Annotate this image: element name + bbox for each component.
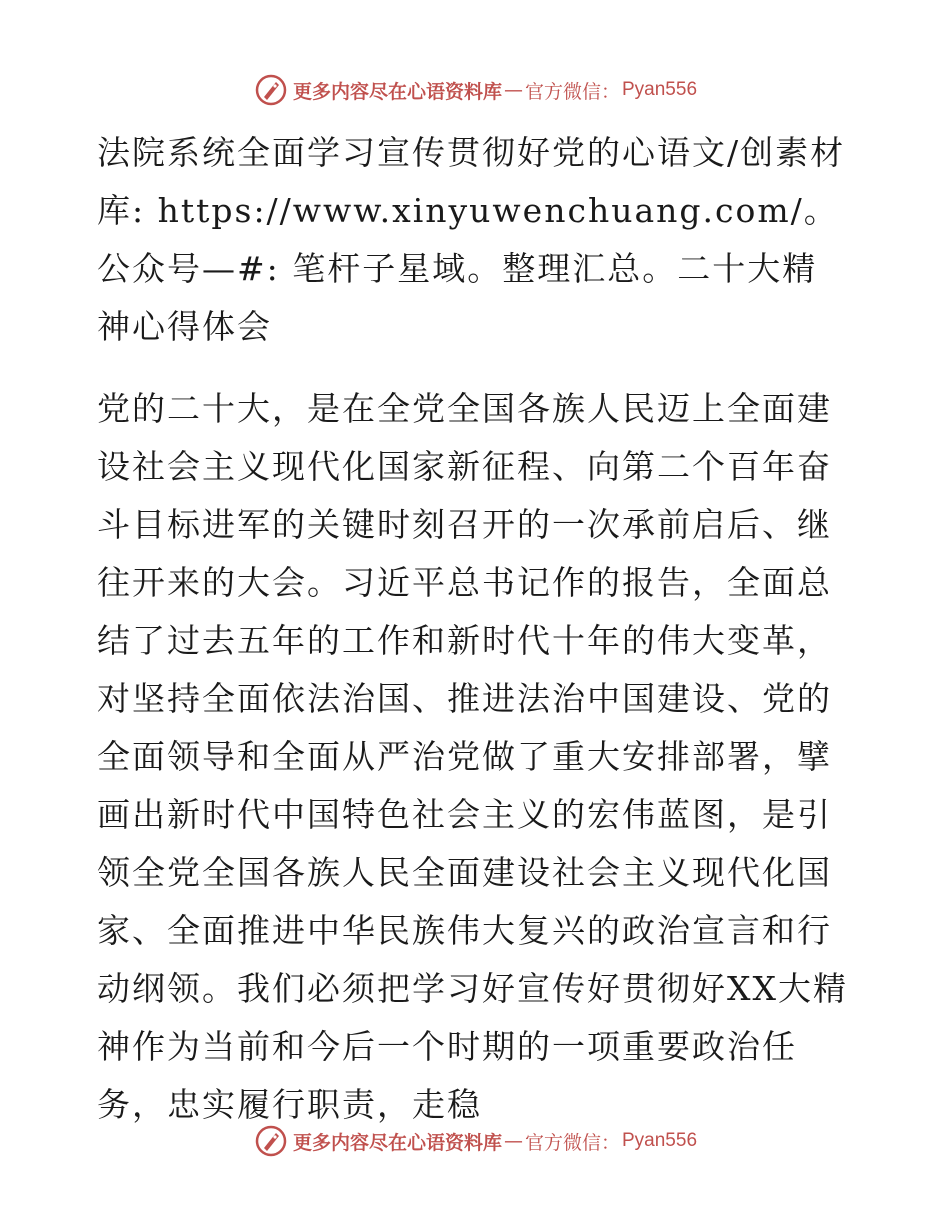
banner-wechat-label: 官方微信： [524,80,620,103]
title-paragraph: 法院系统全面学习宣传贯彻好党的心语文/创素材库: https://www.xinyuwenchuang.com/。公众号—#: 笔杆子星域。整理汇总。二十大精神心得体会 [97,133,846,346]
banner-brand-text: 更多内容尽在心语资料库 [292,80,502,103]
body-paragraph: 党的二十大，是在全党全国各族人民迈上全面建设社会主义现代化国家新征程、向第二个百年奋斗目标进军的关键时刻召开的一次承前启后、继往开来的大会。习近平总书记作的报告，全面总结了过去五年的工作和新时代十年的伟大变革，对坚持全面依法治国、推进法治中国建设、党的全面领导和全面从严治党做了重大安排部署，擘画出新时代中国特色社会主义的宏伟蓝图，是引领全党全国各族人民全面建设社会主义现代化国家、全面推进中华民族伟大复兴的政治宣言和行动纲领。我们必须把学习好宣传好贯彻好XX大精神作为当前和今后一个时期的一项重要政治任务，忠实履行职责，走稳 [97,389,848,1124]
banner-wechat-id: Pyan556 [622,1130,698,1151]
banner-brand-text: 更多内容尽在心语资料库 [292,1131,502,1154]
header-banner [0,70,950,110]
pen-nib-circle-icon [253,72,289,108]
footer-banner [0,1121,950,1161]
banner-separator: — [503,1130,523,1152]
pen-nib-circle-icon [253,1123,289,1159]
banner-separator: — [503,79,523,101]
banner-wechat-label: 官方微信： [524,1131,620,1154]
banner-wechat-id: Pyan556 [622,79,698,100]
document-body [97,124,849,1134]
